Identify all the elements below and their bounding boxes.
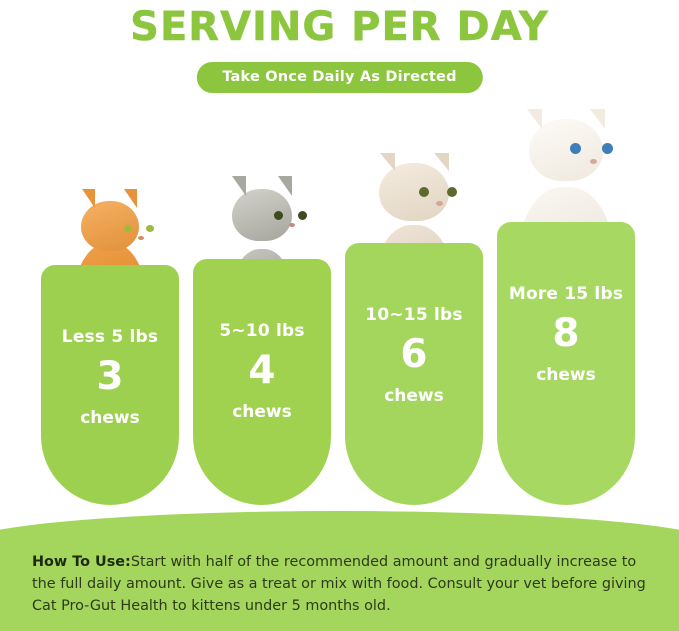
cat-eye-right (447, 187, 457, 197)
directions-pill: Take Once Daily As Directed (196, 62, 482, 93)
how-to-use-body: Start with half of the recommended amount and gradually increase to the full daily amount. Give as a treat or mix with food. Consult your vet before giving Cat Pro-Gut Health to kittens under 5 months old. (32, 554, 646, 614)
cat-eye-left (419, 187, 429, 197)
serving-capsule (193, 259, 331, 505)
cat-ear-right (434, 153, 449, 171)
cat-eye-right (146, 225, 154, 232)
how-to-use-banner (0, 521, 679, 631)
how-to-use-label: How To Use: (32, 554, 131, 570)
serving-columns (0, 105, 679, 505)
weight-label: 10~15 lbs (365, 305, 463, 325)
cat-nose (590, 159, 597, 164)
cat-ear-left (527, 109, 542, 129)
serving-column (490, 105, 642, 505)
chew-count: 3 (96, 354, 124, 399)
cat-eye-left (124, 225, 132, 232)
serving-capsule (41, 265, 179, 505)
cat-ear-left (232, 176, 246, 196)
cat-eye-left (274, 211, 283, 220)
cat-ear-left (82, 189, 95, 208)
cat-nose (138, 236, 144, 240)
cat-eye-left (570, 143, 581, 154)
cat-nose (436, 201, 443, 206)
serving-capsule (497, 222, 635, 505)
chew-unit-label: chews (384, 386, 444, 406)
serving-column (338, 105, 490, 505)
cat-head (81, 201, 139, 251)
chew-unit-label: chews (232, 402, 292, 422)
cat-ear-right (278, 176, 292, 196)
chew-unit-label: chews (536, 365, 596, 385)
chew-unit-label: chews (80, 408, 140, 428)
cat-ear-right (124, 189, 137, 208)
cat-head (232, 189, 292, 241)
chew-count: 6 (400, 332, 428, 377)
cat-ear-left (380, 153, 395, 171)
page-title: SERVING PER DAY (130, 4, 549, 50)
serving-capsule (345, 243, 483, 505)
chew-count: 8 (552, 311, 580, 356)
cat-nose (289, 223, 295, 227)
cat-eye-right (602, 143, 613, 154)
cat-eye-right (298, 211, 307, 220)
how-to-use-text (0, 551, 679, 631)
chew-count: 4 (248, 348, 276, 393)
weight-label: Less 5 lbs (61, 327, 159, 347)
weight-label: 5~10 lbs (219, 321, 305, 341)
serving-column (34, 105, 186, 505)
serving-column (186, 105, 338, 505)
weight-label: More 15 lbs (508, 284, 624, 304)
cat-head (379, 163, 449, 221)
cat-ear-right (590, 109, 605, 129)
